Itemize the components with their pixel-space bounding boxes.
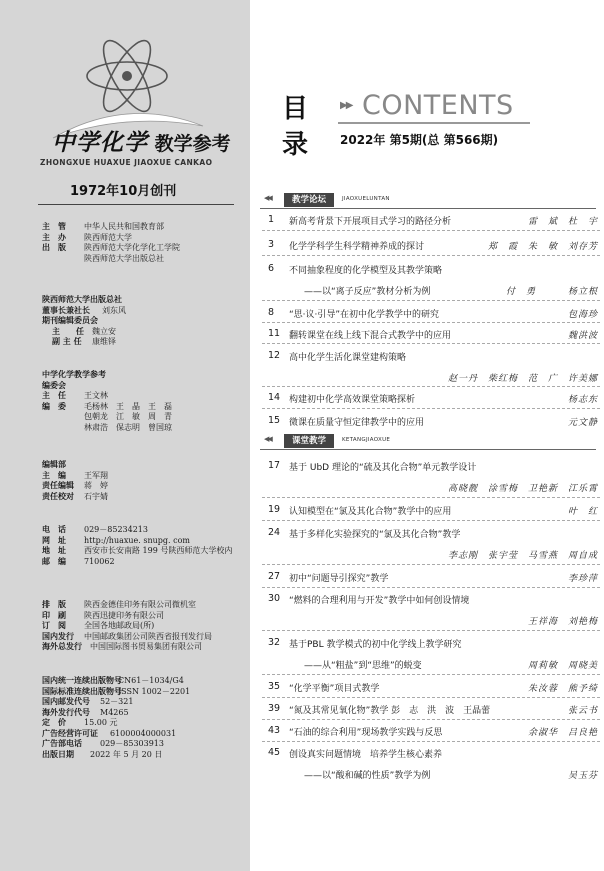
toc-authors: 王祥海 刘艳梅 (527, 617, 598, 627)
board-block (42, 370, 172, 433)
label: 地 址 (42, 546, 66, 555)
toc-title: “氮及其常见氧化物”教学 彭 志 洪 波 王晶蕾 (289, 706, 491, 716)
double-arrow-icon: ▶▶ (340, 100, 352, 111)
label: 责任编辑 (42, 481, 74, 490)
divider (262, 343, 600, 344)
toc-authors: 杨志东 (567, 395, 598, 405)
toc-title: 微课在质量守恒定律教学中的应用 (289, 418, 425, 428)
divider (38, 204, 234, 205)
label: 国内统一连续出版物号 (42, 676, 122, 685)
toc-authors: 元文静 (567, 418, 598, 428)
printing-block (42, 600, 212, 653)
journal-title (52, 124, 252, 157)
divider (262, 386, 600, 387)
toc-authors: 张云书 (567, 706, 598, 716)
editorial-row (42, 492, 108, 503)
editorial-block (42, 460, 108, 502)
label: 广告经营许可证 (42, 728, 98, 738)
divider (262, 564, 600, 565)
toc-page: 11 (268, 328, 281, 339)
divider (260, 208, 596, 209)
numbers-row (42, 750, 190, 761)
label: 期刊编辑委员会 (42, 316, 98, 325)
label: 订 阅 (42, 621, 66, 630)
divider (262, 520, 600, 521)
toc-title: 构建初中化学高效课堂策略探析 (289, 395, 416, 405)
printing-row (42, 600, 212, 611)
printing-row (42, 621, 212, 632)
toc-title: 化学学科学生科学精神养成的探讨 (289, 242, 425, 252)
label: 排 版 (42, 600, 66, 609)
divider (260, 449, 596, 450)
label (42, 254, 84, 265)
board-row (42, 391, 172, 402)
toc-title: “思·议·引导”在初中化学教学中的研究 (289, 310, 440, 320)
toc-page: 19 (268, 504, 281, 515)
divider (338, 122, 530, 124)
label: 编 委 (42, 401, 66, 411)
divider (262, 230, 600, 231)
numbers-row (42, 697, 190, 708)
label: 邮 编 (42, 556, 66, 566)
toc-page: 27 (268, 571, 281, 582)
toc-page: 14 (268, 392, 281, 403)
label: 副 主 任 (52, 337, 82, 346)
value: 王军翔 (84, 470, 108, 480)
toc-page: 39 (268, 703, 281, 714)
label (42, 412, 84, 423)
toc-authors: 魏洪波 (567, 331, 598, 341)
toc-page: 17 (268, 460, 281, 471)
board-row (42, 412, 172, 423)
mulu-char-1: 目 (282, 94, 309, 124)
value: 蒋 婷 (84, 481, 108, 490)
value: CN61－1034/G4 (118, 676, 184, 685)
value: 魏立安 (92, 326, 116, 336)
divider (262, 697, 600, 698)
contact-row (42, 546, 232, 557)
toc-page: 35 (268, 681, 281, 692)
value: 陕西师范大学 (84, 232, 132, 242)
label: 主 办 (42, 232, 66, 242)
toc-authors: 李珍萍 (567, 574, 598, 584)
toc-title: 初中“问题导引探究”教学 (289, 574, 389, 584)
publisher-block (42, 222, 180, 264)
journal-pinyin: ZHONGXUE HUAXUE JIAOXUE CANKAO (40, 158, 213, 167)
value: 陕西师范大学出版总社 (84, 253, 164, 263)
toc-authors: 叶 红 (567, 507, 598, 517)
contents-heading: CONTENTS (362, 90, 514, 121)
label: 主 管 (42, 222, 66, 231)
toc-title: 不同抽象程度的化学模型及其教学策略 (289, 266, 443, 276)
section-title: 教学论坛 (284, 193, 334, 207)
toc-authors: 朱汝蓉 熊予绮 (527, 684, 598, 694)
toc-page: 15 (268, 415, 281, 426)
toc-page: 45 (268, 747, 281, 758)
toc-page: 3 (268, 239, 275, 250)
value: 029－85234213 (84, 525, 148, 534)
value: 陕西迅捷印务有限公司 (84, 610, 164, 620)
editorial-row (42, 481, 108, 492)
value: 中国国际图书贸易集团有限公司 (90, 642, 202, 651)
board-row (42, 423, 172, 434)
toc-authors: 包海珍 (567, 310, 598, 320)
divider (262, 300, 600, 301)
press-group-heading: 陕西师范大学出版总社 (42, 295, 122, 304)
section-pinyin: KETANGJIAOXUE (342, 437, 391, 443)
label: 国内邮发代号 (42, 697, 90, 706)
value: 王文林 (84, 391, 108, 400)
publisher-row (42, 222, 180, 233)
press-row (42, 337, 126, 348)
toc-title: “石油的综合利用”现场教学实践与反思 (289, 728, 443, 738)
label: 国内发行 (42, 631, 74, 641)
contact-row (42, 557, 232, 568)
toc-authors: 高晓靓 涂雪梅 卫艳新 江乐霄 (447, 484, 598, 494)
printing-row (42, 642, 212, 653)
section-header (260, 434, 596, 448)
value: 029－85303913 (100, 739, 164, 748)
journal-title-plain: 教学参考 (154, 133, 231, 155)
label: 出版日期 (42, 749, 74, 759)
editorial-row (42, 471, 108, 482)
value: 西安市长安南路 199 号陕西师范大学校内 (84, 546, 233, 555)
toc-title: 基于多样化实验探究的“氯及其化合物”教学 (289, 530, 461, 540)
label: 主 编 (42, 470, 66, 480)
numbers-row (42, 729, 190, 740)
numbers-block (42, 676, 190, 760)
value: 全国各地邮政局(所) (84, 621, 155, 630)
toc-title: “燃料的合理利用与开发”教学中如何创设情境 (289, 596, 470, 606)
label: 主 任 (42, 391, 66, 400)
toc-page: 1 (268, 214, 275, 225)
value: 毛杨林 王 晶 王 磊 (84, 401, 172, 411)
toc-authors: 赵一丹 柴红梅 范 广 许美娜 (447, 374, 598, 384)
toc-authors: 杨立根 (567, 287, 598, 297)
journal-name-heading: 中学化学教学参考 (42, 370, 106, 379)
toc-page: 6 (268, 263, 275, 274)
section-header (260, 193, 596, 207)
value: 陕西师范大学化学化工学院 (84, 243, 180, 252)
toc-title: 新高考背景下开展项目式学习的路径分析 (289, 217, 452, 227)
contact-row (42, 536, 232, 547)
divider (262, 322, 600, 323)
toc-authors: 吴玉芬 (567, 771, 598, 781)
value: 6100004000031 (110, 728, 177, 738)
toc-subtitle: ——从“粗盐”到“思维”的蜕变 (304, 661, 422, 671)
toc-authors: 李志刚 张宇莹 马雪燕 周自成 (447, 551, 598, 561)
label: 董事长兼社长 (42, 305, 90, 315)
toc-authors: 余淑华 吕良艳 (527, 728, 598, 738)
toc-subtitle: ——以“离子反应”教材分析为例 (304, 287, 431, 297)
label: 海外总发行 (42, 642, 82, 651)
value: 15.00 元 (84, 718, 118, 727)
editorial-heading: 编辑部 (42, 460, 66, 469)
numbers-row (42, 676, 190, 687)
value: ISSN 1002－2201 (118, 686, 191, 696)
value: 710062 (84, 556, 115, 566)
label: 责任校对 (42, 491, 74, 501)
divider (262, 408, 600, 409)
toc-subtitle: ——以“酸和碱的性质”教学为例 (304, 771, 431, 781)
label: 电 话 (42, 525, 66, 534)
board-row (42, 402, 172, 413)
label (42, 423, 84, 434)
toc-title: 创设真实问题情境 培养学生核心素养 (289, 750, 443, 760)
publisher-row (42, 243, 180, 254)
double-arrow-icon: ◀◀ (264, 194, 271, 202)
founded-date: 1972年10月创刊 (70, 184, 177, 199)
section-pinyin: JIAOXUELUNTAN (342, 196, 390, 202)
numbers-row (42, 739, 190, 750)
value: 康维铎 (92, 337, 116, 346)
publisher-row (42, 254, 180, 265)
press-block (42, 295, 126, 348)
label: 出 版 (42, 243, 66, 252)
label: 网 址 (42, 535, 66, 545)
value: 陕西金德佳印务有限公司微机室 (84, 600, 196, 609)
label: 广告部电话 (42, 739, 82, 748)
toc-authors: 周莉敏 周晓美 (527, 661, 598, 671)
divider (262, 674, 600, 675)
numbers-row (42, 708, 190, 719)
contact-row (42, 525, 232, 536)
toc-page: 43 (268, 725, 281, 736)
toc-page: 8 (268, 307, 275, 318)
printing-row (42, 611, 212, 622)
value: 52－321 (100, 697, 134, 706)
mulu-char-2: 录 (282, 130, 309, 160)
board-heading: 编委会 (42, 380, 66, 390)
toc-title: “化学平衡”项目式教学 (289, 684, 380, 694)
toc-page: 12 (268, 350, 281, 361)
issue-number: 2022年 第5期(总 第566期) (340, 133, 499, 147)
toc-title: 基于PBL 教学模式的初中化学线上教学研究 (289, 640, 462, 650)
journal-title-calligraphy: 中学化学 (52, 129, 148, 156)
divider (262, 497, 600, 498)
toc-page: 32 (268, 637, 281, 648)
toc-authors: 郑 霞 朱 敏 刘存芳 (487, 242, 598, 252)
divider (262, 719, 600, 720)
value: 林肃浩 保志明 曾国琼 (84, 422, 172, 432)
contact-block (42, 525, 232, 567)
value: 中国邮政集团公司陕西省报刊发行局 (84, 631, 212, 641)
value: M4265 (100, 707, 129, 717)
toc-authors: 付 勇 (505, 287, 536, 297)
toc-title: 高中化学生活化课堂建构策略 (289, 353, 407, 363)
numbers-row (42, 718, 190, 729)
value: http://huaxue. snupg. com (84, 535, 190, 545)
value: 刘东风 (102, 305, 126, 315)
label: 定 价 (42, 718, 66, 727)
divider (262, 255, 600, 256)
press-row (42, 306, 126, 317)
value: 包朝龙 江 敏 周 青 (84, 412, 172, 421)
value: 2022 年 5 月 20 日 (90, 749, 163, 759)
double-arrow-icon: ◀◀ (264, 435, 271, 443)
divider (262, 630, 600, 631)
label: 印 刷 (42, 610, 66, 620)
toc-title: 基于 UbD 理论的“硫及其化合物”单元教学设计 (289, 463, 477, 473)
label: 国际标准连续出版物号 (42, 686, 122, 696)
publisher-row (42, 233, 180, 244)
press-row (42, 327, 126, 338)
divider (262, 741, 600, 742)
toc-title: 认知模型在“氯及其化合物”教学中的应用 (289, 507, 452, 517)
toc-authors: 雷 斌 杜 宇 (527, 217, 598, 227)
toc-page: 30 (268, 593, 281, 604)
toc-page: 24 (268, 527, 281, 538)
divider (262, 587, 600, 588)
toc-title: 翻转课堂在线上线下混合式教学中的应用 (289, 331, 452, 341)
printing-row (42, 632, 212, 643)
value: 中华人民共和国教育部 (84, 222, 164, 231)
label: 主 任 (52, 326, 84, 336)
label: 海外发行代号 (42, 707, 90, 717)
numbers-row (42, 687, 190, 698)
press-row (42, 316, 126, 327)
section-title: 课堂教学 (284, 434, 334, 448)
value: 石宇婧 (84, 491, 108, 501)
